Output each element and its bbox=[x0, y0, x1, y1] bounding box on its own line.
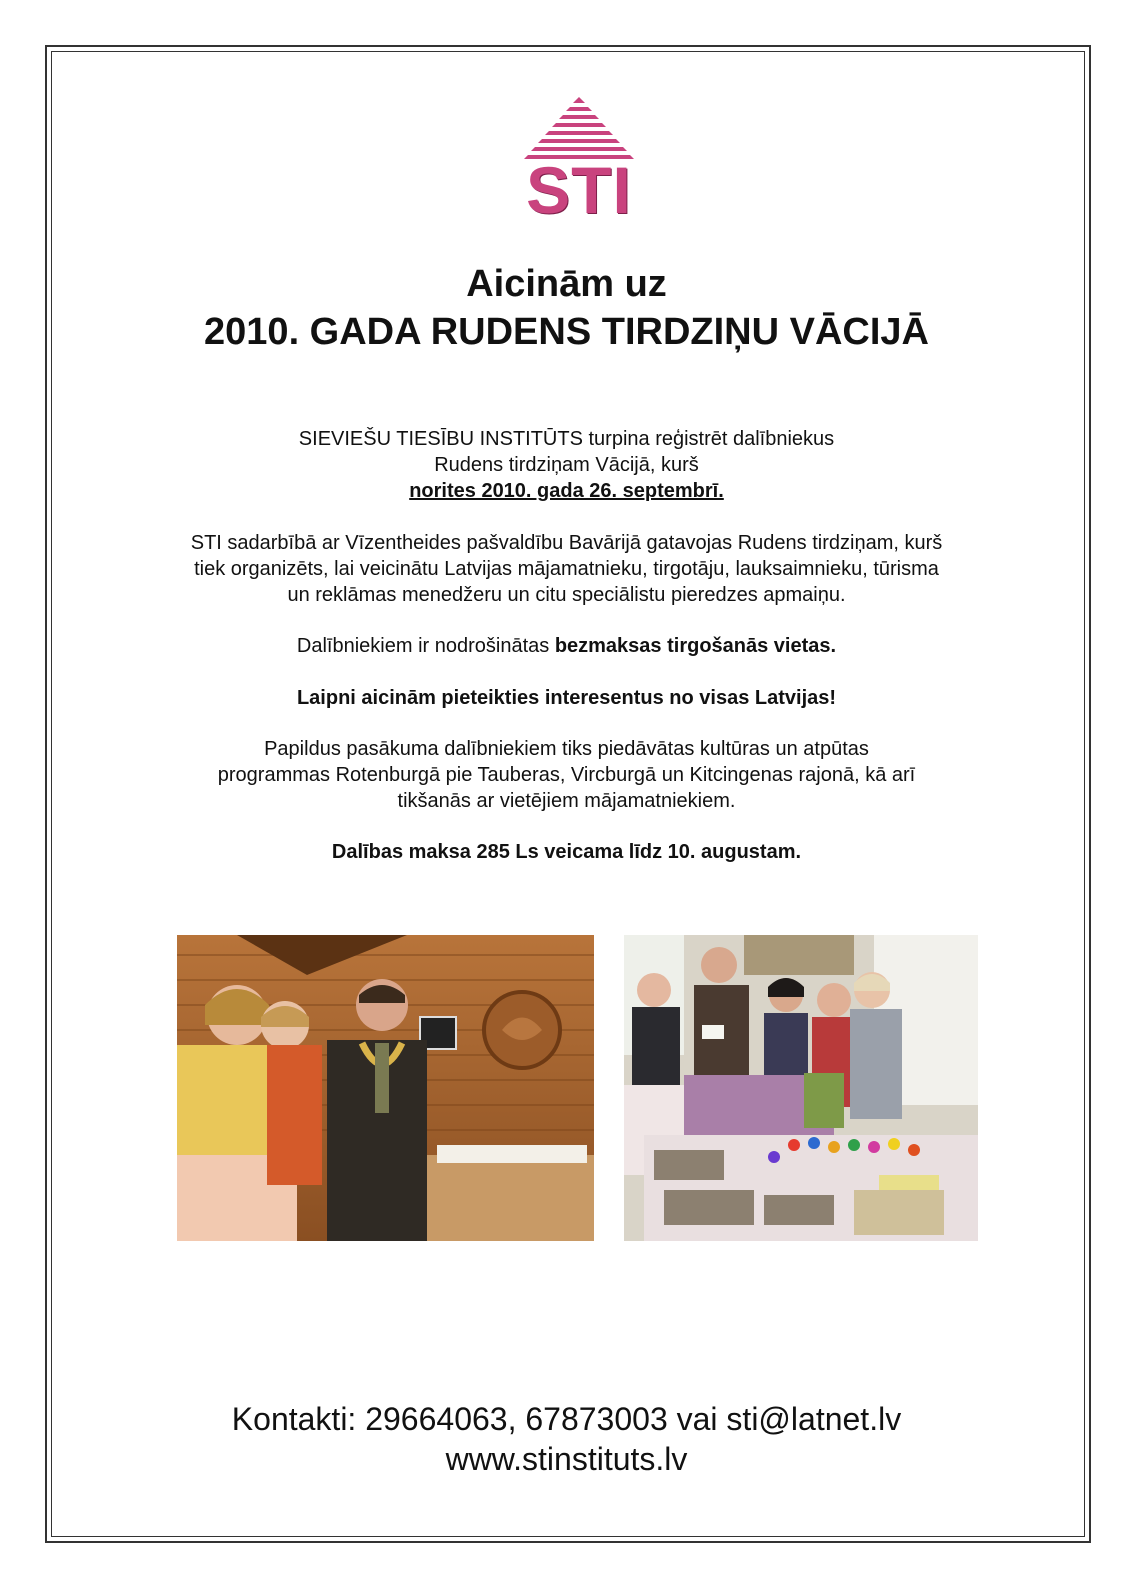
cooperation-line-2: tiek organizēts, lai veicinātu Latvijas mājamatnieku, tirgotāju, lauksaimnieku, tūrisma bbox=[194, 558, 939, 580]
headline-line-1: Aicinām uz bbox=[466, 263, 667, 305]
fee-paragraph: Dalības maksa 285 Ls veicama līdz 10. augustam. bbox=[331, 841, 802, 863]
free-places-bold: bezmaksas tirgošanās vietas. bbox=[554, 635, 837, 657]
programme-line-1: Papildus pasākuma dalībniekiem tiks piedāvātas kultūras un atpūtas bbox=[264, 738, 869, 760]
intro-paragraph bbox=[60, 426, 1073, 504]
cooperation-paragraph bbox=[60, 530, 1073, 608]
free-places-prefix: Dalībniekiem ir nodrošinātas bbox=[296, 635, 555, 657]
intro-line-2: Rudens tirdziņam Vācijā, kurš bbox=[434, 454, 699, 476]
headline-line-2: 2010. GADA RUDENS TIRDZIŅU VĀCIJĀ bbox=[204, 311, 929, 353]
free-places-paragraph bbox=[60, 633, 1073, 659]
intro-date-line: norites 2010. gada 26. septembrī. bbox=[409, 480, 724, 502]
logo-text: STI bbox=[526, 153, 632, 227]
programme-paragraph bbox=[60, 736, 1073, 814]
photo-crafts-table-people bbox=[624, 935, 978, 1241]
contacts-line: Kontakti: 29664063, 67873003 vai sti@latnet.lv bbox=[231, 1401, 902, 1437]
photo-wooden-room-people bbox=[177, 935, 594, 1241]
cooperation-line-1: STI sadarbībā ar Vīzentheides pašvaldību Bavārijā gatavojas Rudens tirdziņam, kurš bbox=[190, 532, 943, 554]
cooperation-line-3: un reklāmas menedžeru un citu speciālistu pieredzes apmaiņu. bbox=[287, 584, 846, 606]
sti-logo bbox=[520, 95, 638, 225]
programme-line-2: programmas Rotenburgā pie Tauberas, Vircburgā un Kitcingenas rajonā, kā arī bbox=[217, 764, 916, 786]
intro-line-1: SIEVIEŠU TIESĪBU INSTITŪTS turpina reģistrēt dalībniekus bbox=[298, 428, 835, 450]
programme-line-3: tikšanās ar vietējiem mājamatniekiem. bbox=[397, 790, 736, 812]
invite-paragraph: Laipni aicinām pieteikties interesentus no visas Latvijas! bbox=[296, 687, 837, 709]
website-line: www.stinstituts.lv bbox=[445, 1441, 688, 1477]
